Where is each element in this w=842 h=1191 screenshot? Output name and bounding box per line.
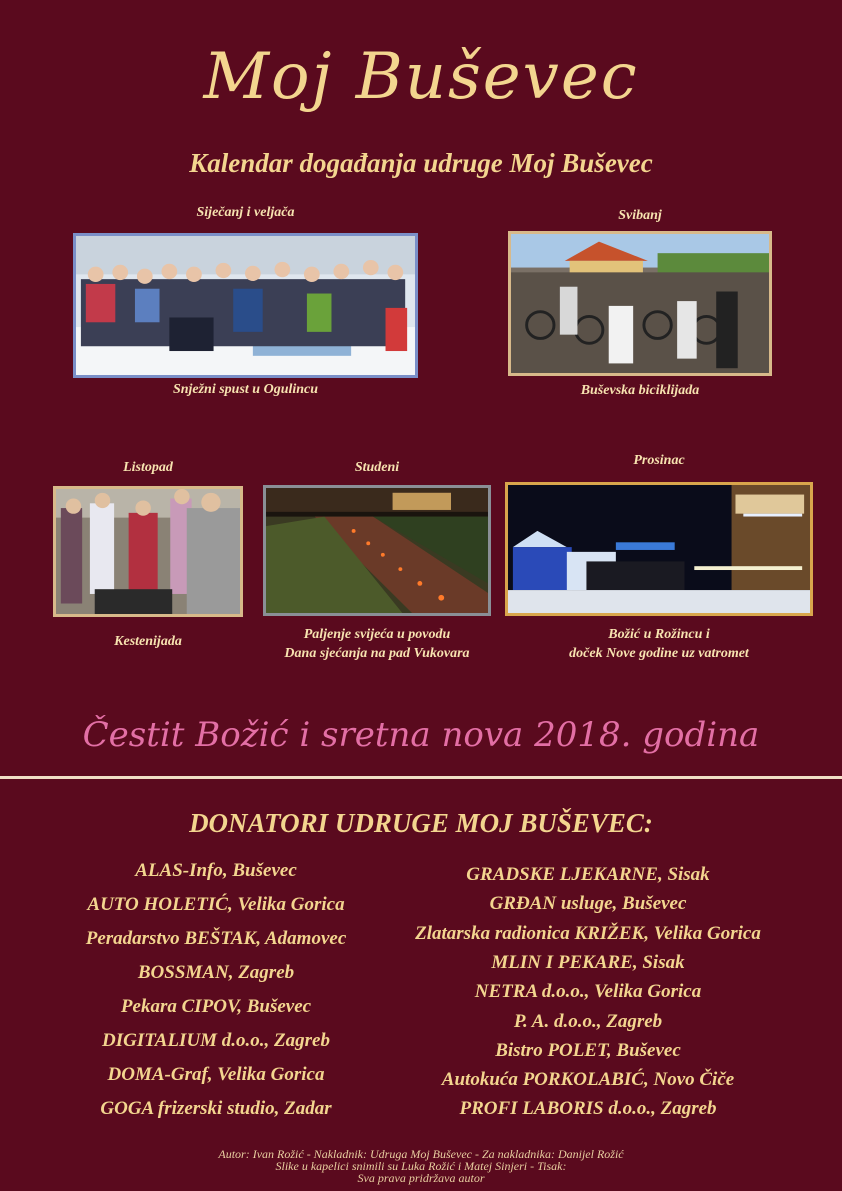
event-caption-christmas-new-year [489, 625, 829, 663]
event-caption-candle-lighting [245, 625, 509, 663]
donor-right-6: P. A. d.o.o., Zagreb [513, 1011, 663, 1032]
event-caption-chestnut-festival: Kestenijada [114, 634, 182, 649]
event-caption-bicycle-ride: Buševska biciklijada [580, 383, 700, 398]
brand-title: Moj Buševec [203, 40, 639, 114]
photo-candle-lighting [263, 485, 491, 616]
section-divider [0, 776, 842, 779]
donor-left-2: AUTO HOLETIĆ, Velika Gorica [87, 894, 345, 915]
donor-left-8: GOGA frizerski studio, Zadar [100, 1098, 332, 1119]
event-caption-christmas-line1: Božić u Rožincu i [608, 627, 710, 642]
footer-rights: Sva prava pridržava autor [357, 1171, 485, 1185]
event-caption-christmas-line2: doček Nove godine uz vatromet [569, 646, 749, 661]
photo-snow-sledding-group [73, 233, 418, 378]
donor-left-6: DIGITALIUM d.o.o., Zagreb [101, 1030, 330, 1051]
donor-right-2: GRĐAN usluge, Buševec [489, 893, 687, 914]
donor-left-3: Peradarstvo BEŠTAK, Adamovec [85, 928, 347, 949]
donor-right-3: Zlatarska radionica KRIŽEK, Velika Gorica [415, 923, 761, 944]
event-month-january-february: Siječanj i veljača [196, 205, 295, 220]
donor-right-4: MLIN I PEKARE, Sisak [491, 952, 685, 973]
donor-left-4: BOSSMAN, Zagreb [137, 962, 295, 983]
donor-right-5: NETRA d.o.o., Velika Gorica [474, 981, 702, 1002]
footer-credits-line1: Autor: Ivan Rožić - Nakladnik: Udruga Moj Buševec - Za nakladnika: Danijel Rožić [218, 1147, 624, 1161]
photo-christmas-new-year [505, 482, 813, 616]
holiday-greeting: Čestit Božić i sretna nova 2018. godina [82, 715, 760, 755]
photo-bicycle-ride [508, 231, 772, 376]
event-caption-snow-sledding: Snježni spust u Ogulincu [172, 382, 319, 397]
event-month-november: Studeni [354, 460, 400, 475]
footer-credits-line2: Slike u kapelici snimili su Luka Rožić i Matej Sinjeri - Tisak: [275, 1159, 567, 1173]
event-caption-candle-line1: Paljenje svijeća u povodu [303, 627, 451, 642]
donor-left-5: Pekara CIPOV, Buševec [120, 996, 312, 1017]
photo-chestnut-festival [53, 486, 243, 617]
donor-right-8: Autokuća PORKOLABIĆ, Novo Čiče [441, 1069, 735, 1090]
event-month-october: Listopad [123, 460, 173, 475]
donor-left-1: ALAS-Info, Buševec [135, 860, 297, 881]
page-subtitle: Kalendar događanja udruge Moj Buševec [189, 148, 653, 178]
donor-right-7: Bistro POLET, Buševec [495, 1040, 681, 1061]
donor-right-1: GRADSKE LJEKARNE, Sisak [466, 864, 710, 885]
donor-right-9: PROFI LABORIS d.o.o., Zagreb [459, 1098, 717, 1119]
event-caption-candle-line2: Dana sjećanja na pad Vukovara [284, 646, 470, 661]
donor-left-7: DOMA-Graf, Velika Gorica [107, 1064, 325, 1085]
event-month-december: Prosinac [633, 453, 685, 468]
event-month-may: Svibanj [618, 208, 662, 223]
donors-title: DONATORI UDRUGE MOJ BUŠEVEC: [189, 808, 653, 838]
